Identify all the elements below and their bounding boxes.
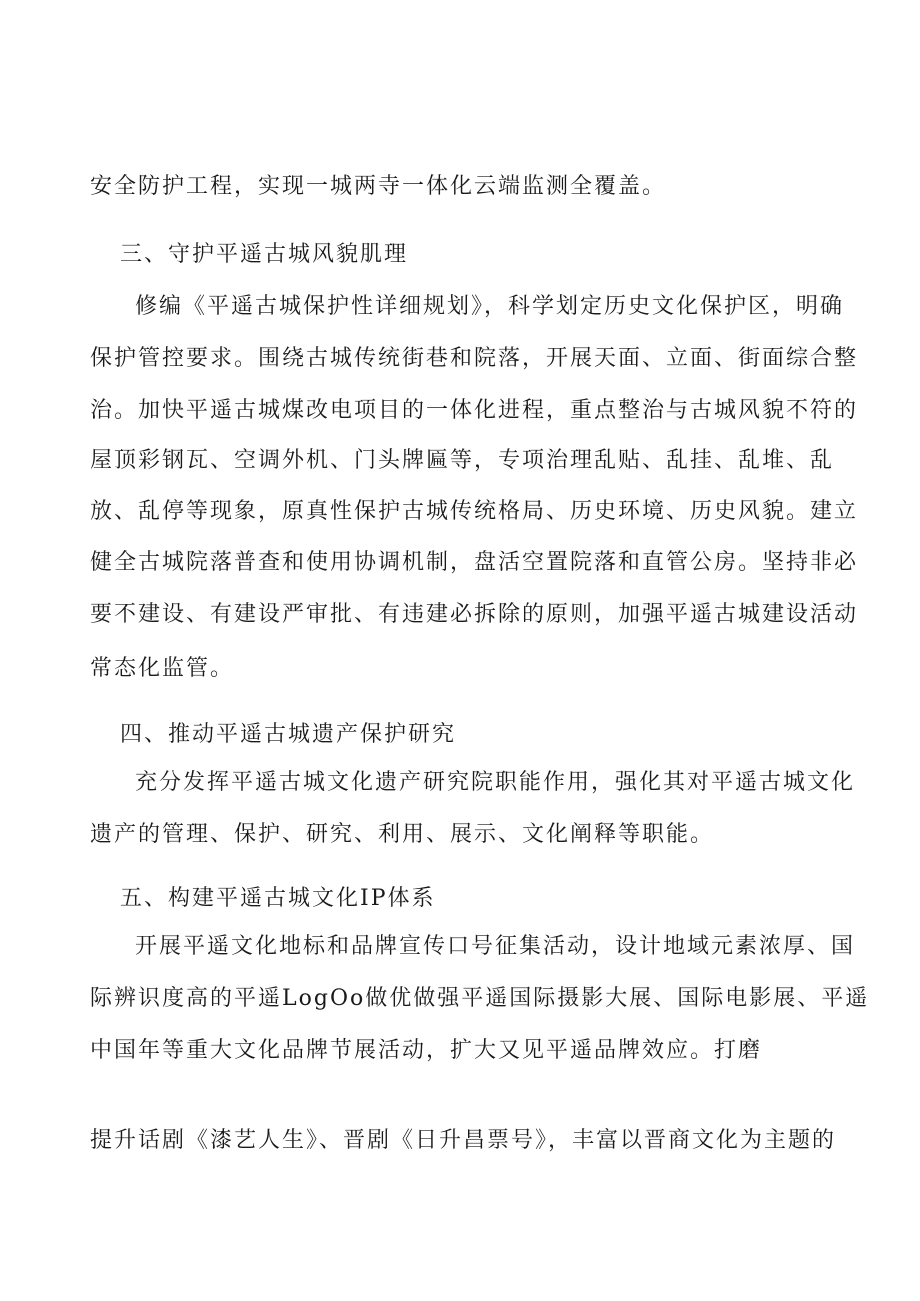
paragraph-line: 保护管控要求。围绕古城传统街巷和院落，开展天面、立面、街面综合整 — [90, 346, 859, 371]
paragraph-line: 充分发挥平遥古城文化遗产研究院职能作用，强化其对平遥古城文化 — [135, 770, 856, 795]
paragraph-line: 健全古城院落普查和使用协调机制，盘活空置院落和直管公房。坚持非必 — [90, 550, 859, 575]
paragraph-line: 要不建设、有建设严审批、有违建必拆除的原则，加强平遥古城建设活动 — [90, 602, 859, 627]
paragraph-line: 常态化监管。 — [90, 656, 235, 681]
closing-line: 提升话剧《漆艺人生》、晋剧《日升昌票号》，丰富以晋商文化为主题的 — [90, 1128, 837, 1153]
section-heading-5: 五、构建平遥古城文化IP体系 — [120, 886, 436, 911]
paragraph-line: 遗产的管理、保护、研究、利用、展示、文化阐释等职能。 — [90, 822, 715, 847]
paragraph-line: 开展平遥文化地标和品牌宣传口号征集活动，设计地域元素浓厚、国 — [135, 934, 856, 959]
paragraph-line: 治。加快平遥古城煤改电项目的一体化进程，重点整治与古城风貌不符的 — [90, 398, 859, 423]
paragraph-line: 放、乱停等现象，原真性保护古城传统格局、历史环境、历史风貌。建立 — [90, 499, 859, 524]
paragraph-line: 际辨识度高的平遥LogOo做优做强平遥国际摄影大展、国际电影展、平遥 — [90, 986, 870, 1011]
intro-line: 安全防护工程，实现一城两寺一体化云端监测全覆盖。 — [90, 174, 667, 199]
section-heading-3: 三、守护平遥古城风貌肌理 — [120, 242, 409, 267]
section-heading-4: 四、推动平遥古城遗产保护研究 — [120, 722, 457, 747]
paragraph-line: 修编《平遥古城保护性详细规划》，科学划定历史文化保护区，明确 — [135, 294, 845, 319]
paragraph-line: 屋顶彩钢瓦、空调外机、门头牌匾等，专项治理乱贴、乱挂、乱堆、乱 — [90, 448, 835, 473]
paragraph-line: 中国年等重大文化品牌节展活动，扩大又见平遥品牌效应。打磨 — [90, 1038, 763, 1063]
